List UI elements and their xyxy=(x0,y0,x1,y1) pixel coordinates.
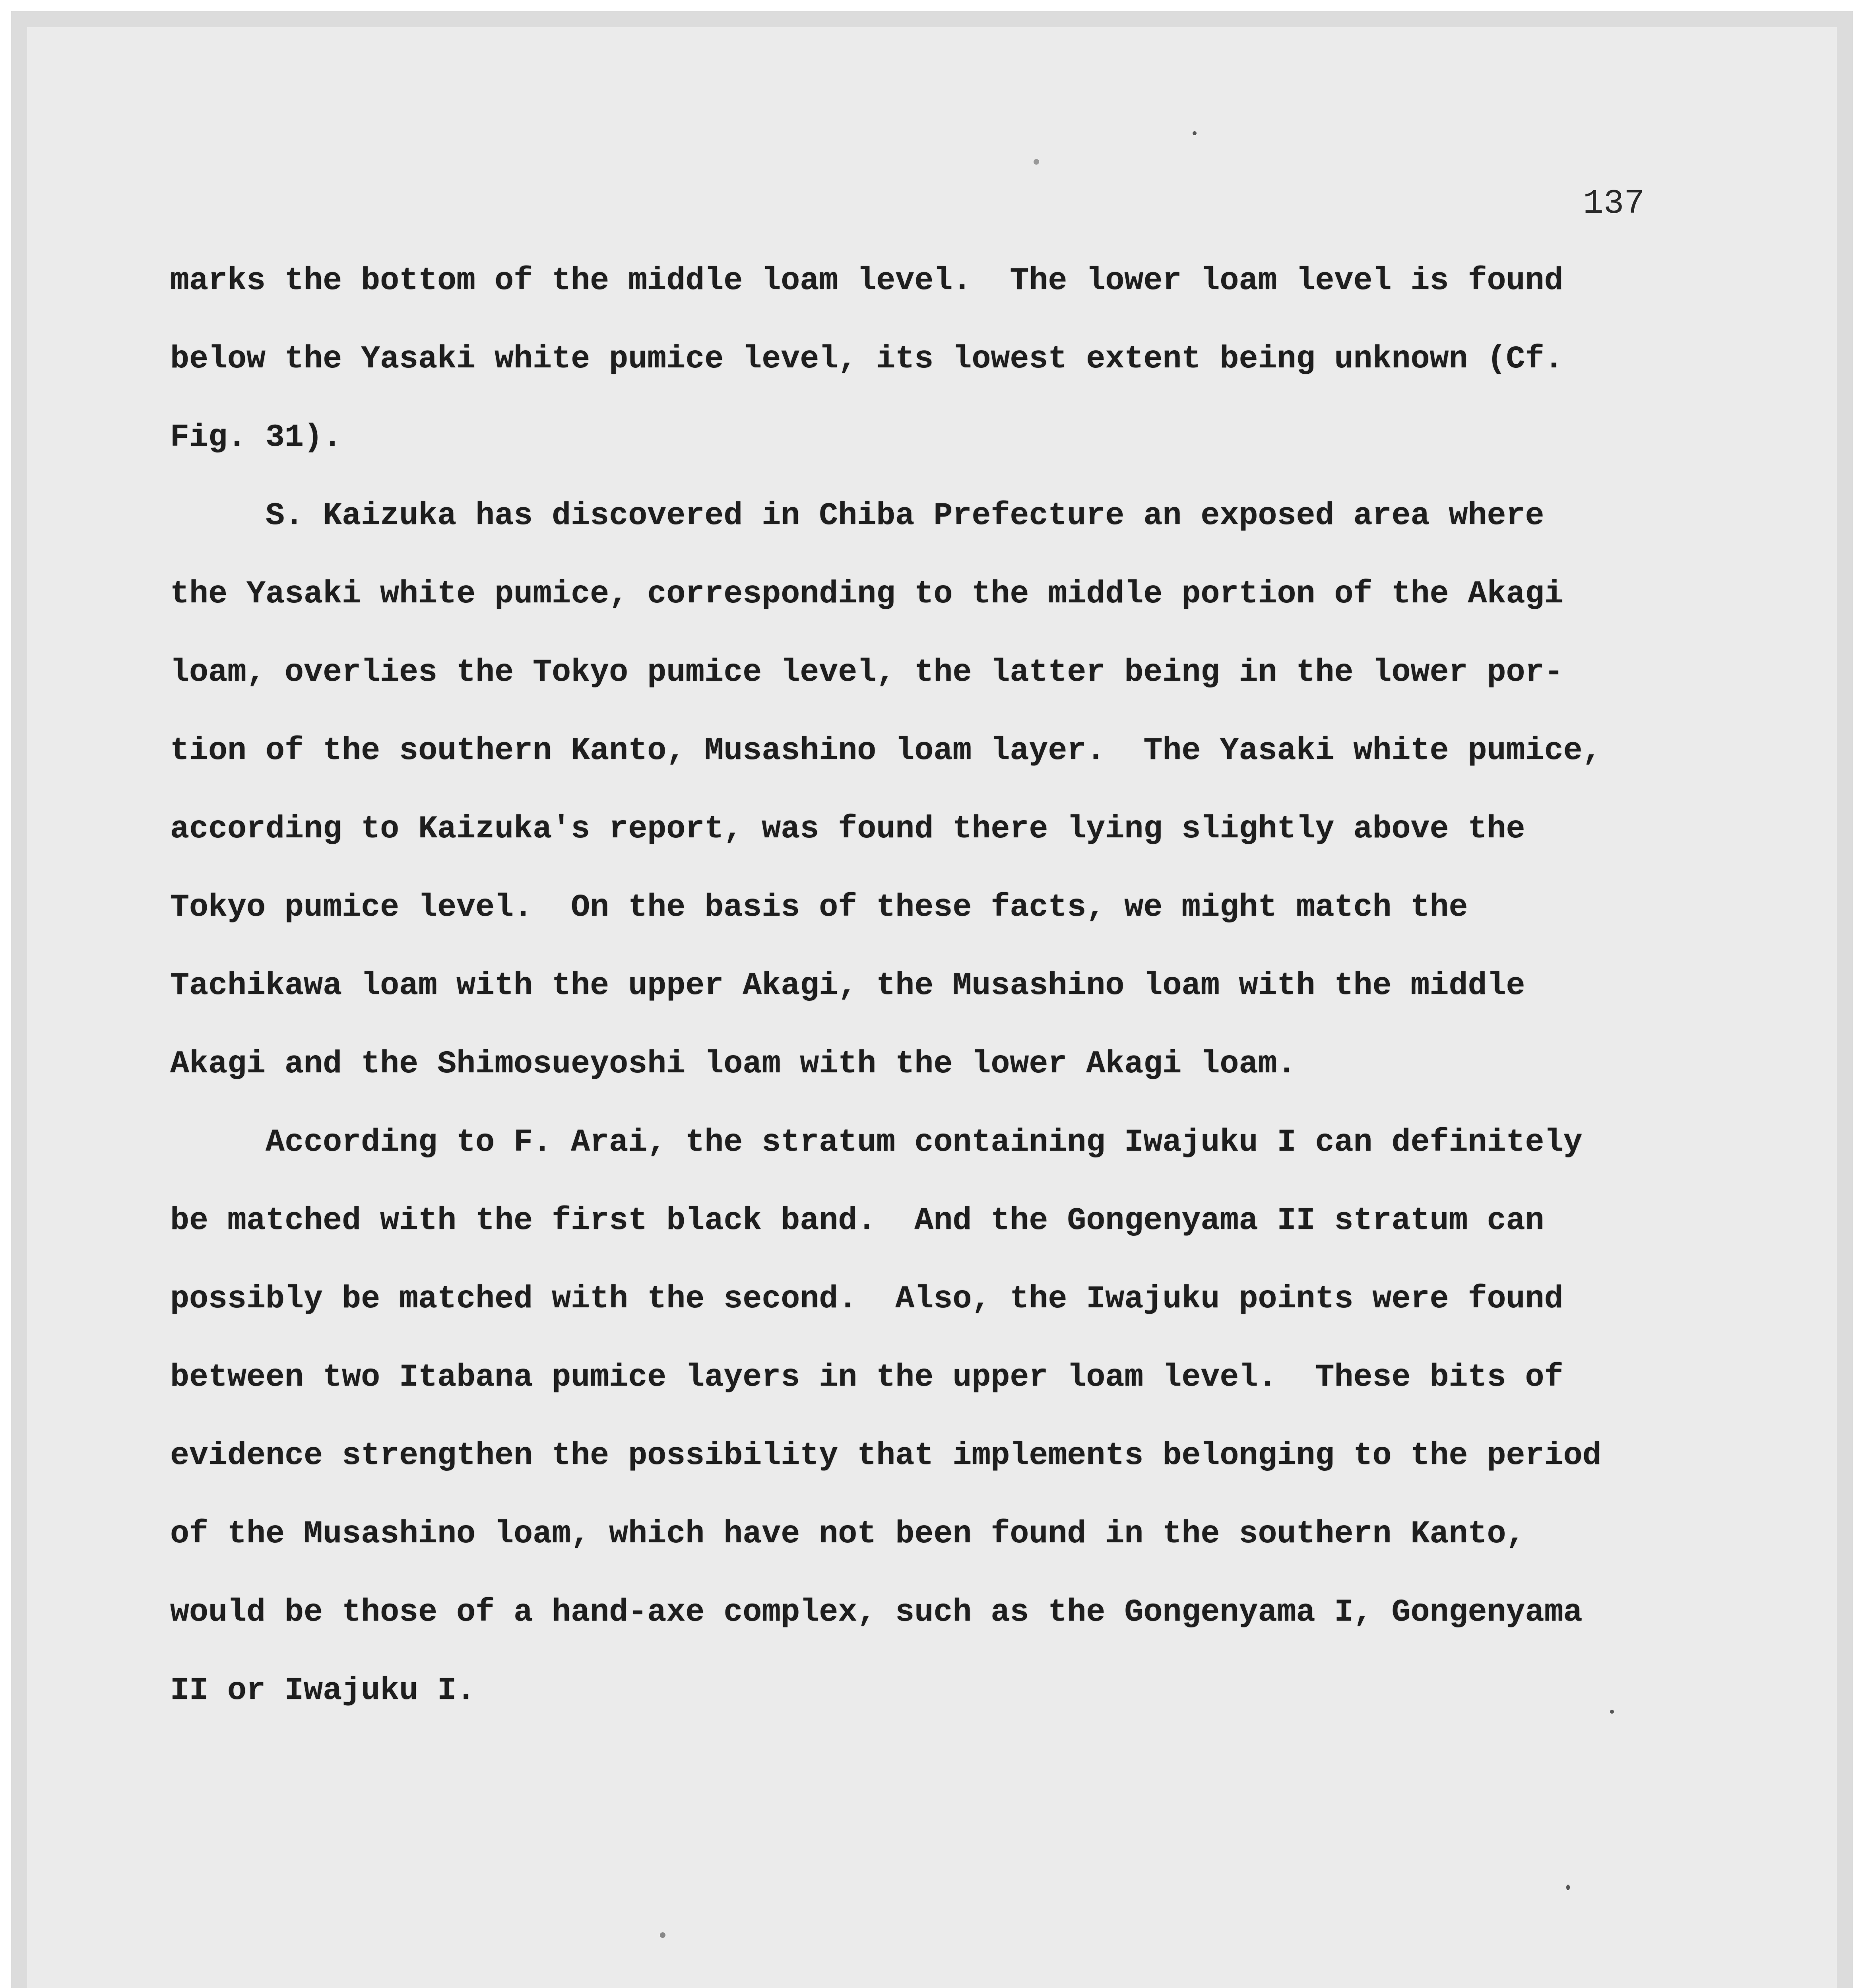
body-text xyxy=(170,242,1649,1730)
text-line: II or Iwajuku I. xyxy=(170,1673,476,1709)
scan-speck xyxy=(1193,131,1197,135)
scan-speck xyxy=(1610,1710,1614,1714)
text-line: According to F. Arai, the stratum containing Iwajuku I can definitely xyxy=(170,1124,1583,1161)
text-line: of the Musashino loam, which have not been found in the southern Kanto, xyxy=(170,1516,1525,1552)
text-line: possibly be matched with the second. Also, the Iwajuku points were found xyxy=(170,1281,1563,1317)
page-number: 137 xyxy=(1583,184,1645,223)
text-line: be matched with the first black band. And the Gongenyama II stratum can xyxy=(170,1203,1544,1239)
text-line: tion of the southern Kanto, Musashino loam layer. The Yasaki white pumice, xyxy=(170,733,1602,769)
text-line: loam, overlies the Tokyo pumice level, the latter being in the lower por- xyxy=(170,654,1563,691)
text-line: would be those of a hand-axe complex, such as the Gongenyama I, Gongenyama xyxy=(170,1594,1583,1631)
text-line: Tachikawa loam with the upper Akagi, the Musashino loam with the middle xyxy=(170,968,1525,1004)
text-line: between two Itabana pumice layers in the upper loam level. These bits of xyxy=(170,1359,1563,1396)
scan-speck xyxy=(1566,1885,1570,1890)
text-line: the Yasaki white pumice, corresponding to the middle portion of the Akagi xyxy=(170,576,1563,612)
scan-speck xyxy=(1034,159,1039,165)
text-line: Fig. 31). xyxy=(170,419,342,456)
text-line: evidence strengthen the possibility that implements belonging to the period xyxy=(170,1438,1602,1474)
text-line: Tokyo pumice level. On the basis of these facts, we might match the xyxy=(170,889,1468,926)
text-line: below the Yasaki white pumice level, its lowest extent being unknown (Cf. xyxy=(170,341,1563,377)
text-line: Akagi and the Shimosueyoshi loam with the lower Akagi loam. xyxy=(170,1046,1296,1082)
text-line: S. Kaizuka has discovered in Chiba Prefecture an exposed area where xyxy=(170,498,1544,534)
text-line: according to Kaizuka's report, was found there lying slightly above the xyxy=(170,811,1525,847)
text-line: marks the bottom of the middle loam level. The lower loam level is found xyxy=(170,263,1563,299)
scan-speck xyxy=(660,1932,665,1938)
